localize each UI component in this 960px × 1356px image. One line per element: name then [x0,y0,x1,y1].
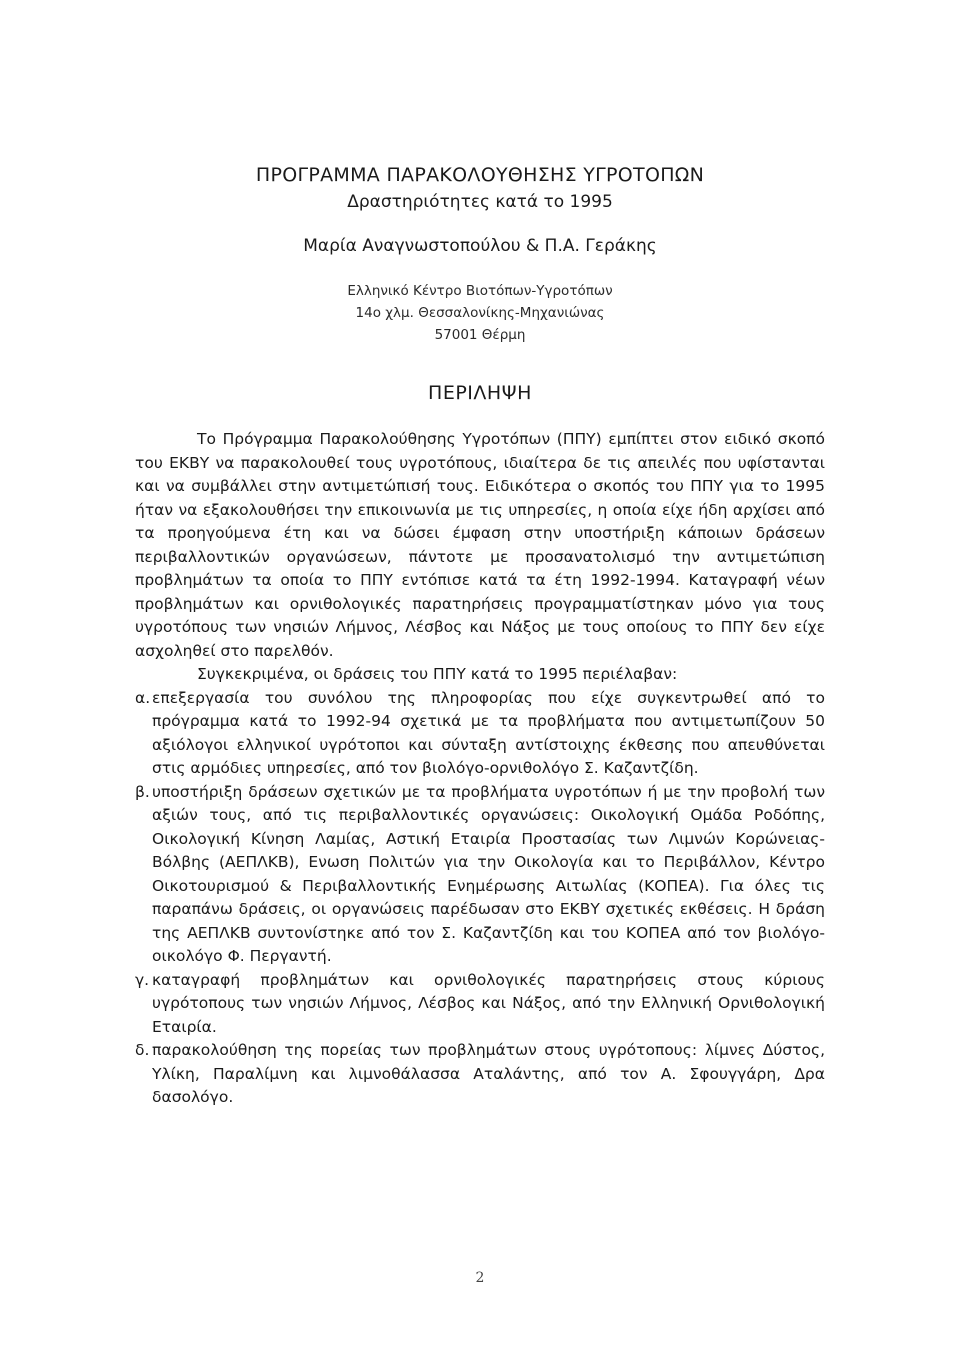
title-block [0,162,960,214]
list-item-text: υποστήριξη δράσεων σχετικών με τα προβλήματα υγροτόπων ή με την προβολή των αξιών τους, από τις περιβαλλοντικές οργανώσεις: Οικολογική Ομάδα Ροδόπης, Οικολογική Κίνηση Λαμίας, Αστική Εταιρία Προστασίας των Λιμνών Κορώνειας-Βόλβης (ΑΕΠΛΚΒ), Ενωση Πολιτών για την Οικολογία και το Περιβάλλον, Κέντρο Οικοτουρισμού & Περιβαλλοντικής Ενημέρωσης Αιτωλίας (ΚΟΠΕΑ). Για όλες τις παραπάνω δράσεις, οι οργανώσεις παρέδωσαν στο ΕΚΒΥ σχετικές εκθέσεις. Η δράση της ΑΕΠΛΚΒ συντονίστηκε από τον Σ. Καζαντζίδη και του ΚΟΠΕΑ από τον βιολόγο-οικολόγο Φ. Περγαντή. [152,782,825,965]
list-marker: β. [135,782,150,801]
activities-list [135,687,825,1110]
list-marker: α. [135,688,151,707]
affiliation [0,280,960,346]
abstract-paragraph: Συγκεκριμένα, οι δράσεις του ΠΠΥ κατά το 1995 περιέλαβαν: [197,665,678,683]
abstract-paragraph: Το Πρόγραμμα Παρακολούθησης Υγροτόπων (ΠΠΥ) εμπίπτει στον ειδικό σκοπό του ΕΚΒΥ να παρακολουθεί τους υγροτόπους, ιδιαίτερα δε τις απειλές που υφίστανται και να συμβάλλει στην αντιμετώπισή τους. Ειδικότερα ο σκοπός του ΠΠΥ για το 1995 ήταν να εξακολουθήσει την επικοινωνία με τις υπηρεσίες, η οποία είχε ήδη αρχίσει από τα προηγούμενα έτη και να δώσει έμφαση στην υποστήριξη κάποιων δράσεων περιβαλλοντικών οργανώσεων, πάντοτε με προσανατολισμό την αντιμετώπιση προβλημάτων τα οποία το ΠΠΥ εντόπισε κατά τα έτη 1992-1994. Καταγραφή νέων προβλημάτων και ορνιθολογικές παρατηρήσεις προγραμματίστηκαν μόνο για τους υγροτόπους των νησιών Λήμνος, Λέσβος και Νάξος με τους οποίους το ΠΠΥ δεν είχε ασχοληθεί στο παρελθόν. [135,430,825,660]
page-number: 2 [475,1270,485,1286]
abstract-body [135,428,825,1110]
list-item-text: παρακολούθηση της πορείας των προβλημάτων στους υγρότοπους: λίμνες Δύστος, Υλίκη, Παραλίμνη και λιμνοθάλασσα Αταλάντης, από τον Α. Σφουγγάρη, Δρα δασολόγο. [152,1041,825,1106]
document-subtitle: Δραστηριότητες κατά το 1995 [347,192,613,212]
list-item [135,969,825,1040]
affiliation-line: 57001 Θέρμη [434,327,526,343]
list-item-text: καταγραφή προβλημάτων και ορνιθολογικές παρατηρήσεις στους κύριους υγρότοπους των νησιών Λήμνος, Λέσβος και Νάξος, από την Ελληνική Ορνιθολογική Εταιρία. [152,970,825,1036]
list-item [135,687,825,781]
list-marker: γ. [135,970,150,989]
affiliation-line: 14ο χλμ. Θεσσαλονίκης-Μηχανιώνας [355,305,605,321]
list-item [135,781,825,969]
list-item-text: επεξεργασία του συνόλου της πληροφορίας που είχε συγκεντρωθεί από το πρόγραμμα κατά το 1992-94 σχετικά με τα προβλήματα που αντιμετωπίζουν 50 αξιόλογοι ελληνικοί υγρότοποι και σύνταξη αντίστοιχης έκθεσης που απευθύνεται στις αρμόδιες υπηρεσίες, από τον βιολόγο-ορνιθολόγο Σ. Καζαντζίδη. [152,688,825,777]
affiliation-line: Ελληνικό Κέντρο Βιοτόπων-Υγροτόπων [347,283,613,299]
authors: Μαρία Αναγνωστοπούλου & Π.Α. Γεράκης [303,236,657,256]
list-marker: δ. [135,1041,150,1059]
abstract-heading: ΠΕΡΙΛΗΨΗ [428,382,532,404]
list-item [135,1039,825,1110]
document-title: ΠΡΟΓΡΑΜΜΑ ΠΑΡΑΚΟΛΟΥΘΗΣΗΣ ΥΓΡΟΤΟΠΩΝ [255,164,705,186]
